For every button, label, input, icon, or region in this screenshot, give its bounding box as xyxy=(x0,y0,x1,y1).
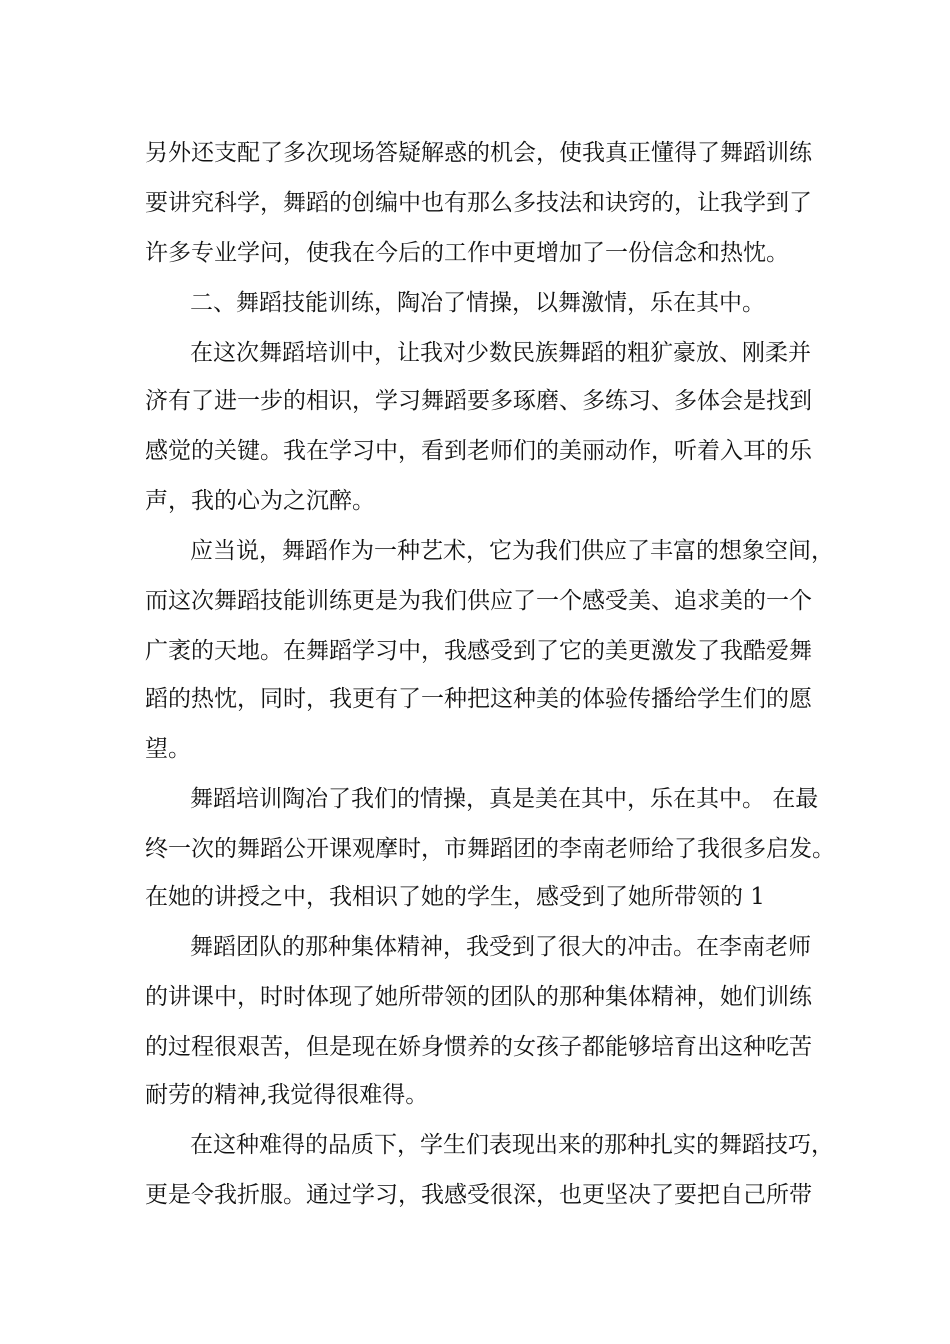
text-line: 在这种难得的品质下，学生们表现出来的那种扎实的舞蹈技巧， xyxy=(190,1132,834,1158)
text-line: 广袤的天地。在舞蹈学习中，我感受到了它的美更激发了我酷爱舞 xyxy=(145,638,812,664)
text-line: 在她的讲授之中，我相识了她的学生，感受到了她所带领的 1 xyxy=(145,884,765,910)
text-line: 应当说，舞蹈作为一种艺术，它为我们供应了丰富的想象空间， xyxy=(190,538,834,564)
text-line: 望。 xyxy=(145,736,191,762)
text-line: 舞蹈培训陶冶了我们的情操，真是美在其中，乐在其中。 在最 xyxy=(190,786,819,812)
text-line: 感觉的关键。我在学习中，看到老师们的美丽动作，听着入耳的乐 xyxy=(145,438,812,464)
text-line: 的过程很艰苦，但是现在娇身惯养的女孩子都能够培育出这种吃苦 xyxy=(145,1034,812,1060)
section-heading: 二、舞蹈技能训练，陶冶了情操，以舞激情，乐在其中。 xyxy=(190,290,765,316)
text-line: 终一次的舞蹈公开课观摩时，市舞蹈团的李南老师给了我很多启发。 xyxy=(145,836,835,862)
text-line: 许多专业学问，使我在今后的工作中更增加了一份信念和热忱。 xyxy=(145,240,789,266)
text-line: 济有了进一步的相识，学习舞蹈要多琢磨、多练习、多体会是找到 xyxy=(145,388,812,414)
text-line: 在这次舞蹈培训中，让我对少数民族舞蹈的粗犷豪放、刚柔并 xyxy=(190,340,811,366)
text-line: 声，我的心为之沉醉。 xyxy=(145,488,375,514)
text-line: 更是令我折服。通过学习，我感受很深，也更坚决了要把自己所带 xyxy=(145,1182,812,1208)
text-line: 而这次舞蹈技能训练更是为我们供应了一个感受美、追求美的一个 xyxy=(145,588,812,614)
text-line: 的讲课中，时时体现了她所带领的团队的那种集体精神，她们训练 xyxy=(145,984,812,1010)
text-line: 舞蹈团队的那种集体精神，我受到了很大的冲击。在李南老师 xyxy=(190,934,811,960)
text-line: 要讲究科学，舞蹈的创编中也有那么多技法和诀窍的，让我学到了 xyxy=(145,190,812,216)
text-line: 蹈的热忱，同时，我更有了一种把这种美的体验传播给学生们的愿 xyxy=(145,686,812,712)
text-line: 另外还支配了多次现场答疑解惑的机会，使我真正懂得了舞蹈训练 xyxy=(145,140,812,166)
text-line: 耐劳的精神,我觉得很难得。 xyxy=(145,1082,429,1108)
